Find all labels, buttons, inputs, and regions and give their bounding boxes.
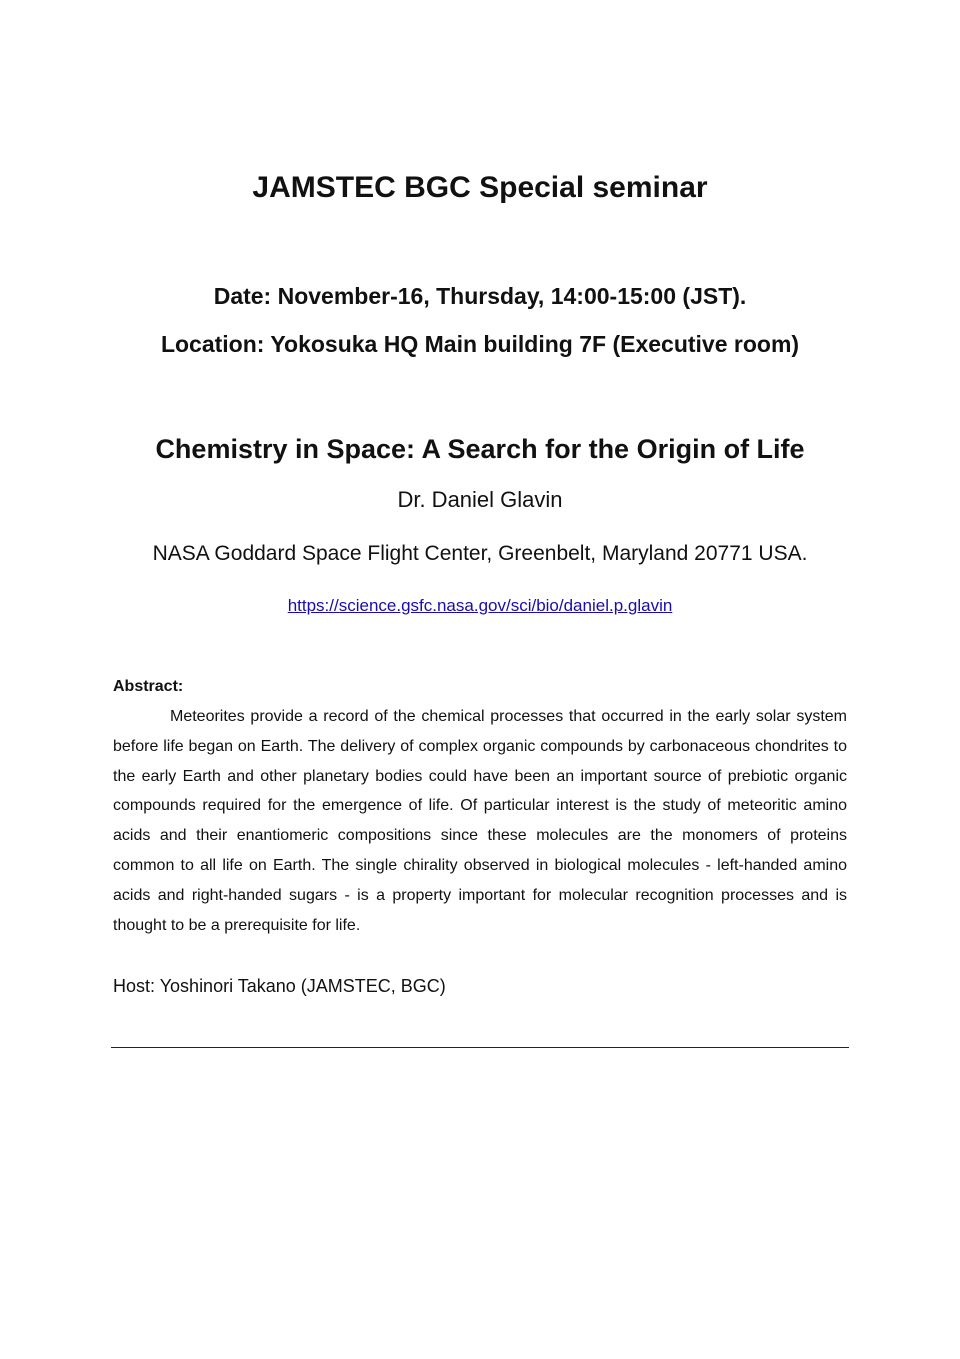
event-location: Location: Yokosuka HQ Main building 7F (Executive room) bbox=[160, 331, 800, 357]
host-line: Host: Yoshinori Takano (JAMSTEC, BGC) bbox=[113, 976, 446, 996]
speaker-affiliation: NASA Goddard Space Flight Center, Greenbelt, Maryland 20771 USA. bbox=[152, 542, 808, 565]
speaker-profile-link[interactable]: https://science.gsfc.nasa.gov/sci/bio/daniel.p.glavin bbox=[287, 596, 673, 615]
page-title: JAMSTEC BGC Special seminar bbox=[252, 171, 708, 204]
abstract-heading: Abstract: bbox=[113, 678, 184, 695]
speaker-name: Dr. Daniel Glavin bbox=[397, 487, 563, 512]
abstract-body: Meteorites provide a record of the chemical processes that occurred in the early solar system before life began on Earth. The delivery of complex organic compounds by carbonaceous chondrites to the early Earth and other planetary bodies could have been an important source of prebiotic organic compounds required for the emergence of life. Of particular interest is the study of meteoritic amino acids and their enantiomeric compositions since these molecules are the monomers of proteins common to all life on Earth. The single chirality observed in biological molecules - left-handed amino acids and right-handed sugars - is a property important for molecular recognition processes and is thought to be a prerequisite for life. bbox=[113, 708, 847, 934]
event-date: Date: November-16, Thursday, 14:00-15:00 (JST). bbox=[213, 283, 747, 309]
talk-title: Chemistry in Space: A Search for the Origin of Life bbox=[155, 434, 805, 464]
horizontal-divider bbox=[111, 1047, 849, 1048]
speaker-link-row bbox=[0, 594, 960, 618]
